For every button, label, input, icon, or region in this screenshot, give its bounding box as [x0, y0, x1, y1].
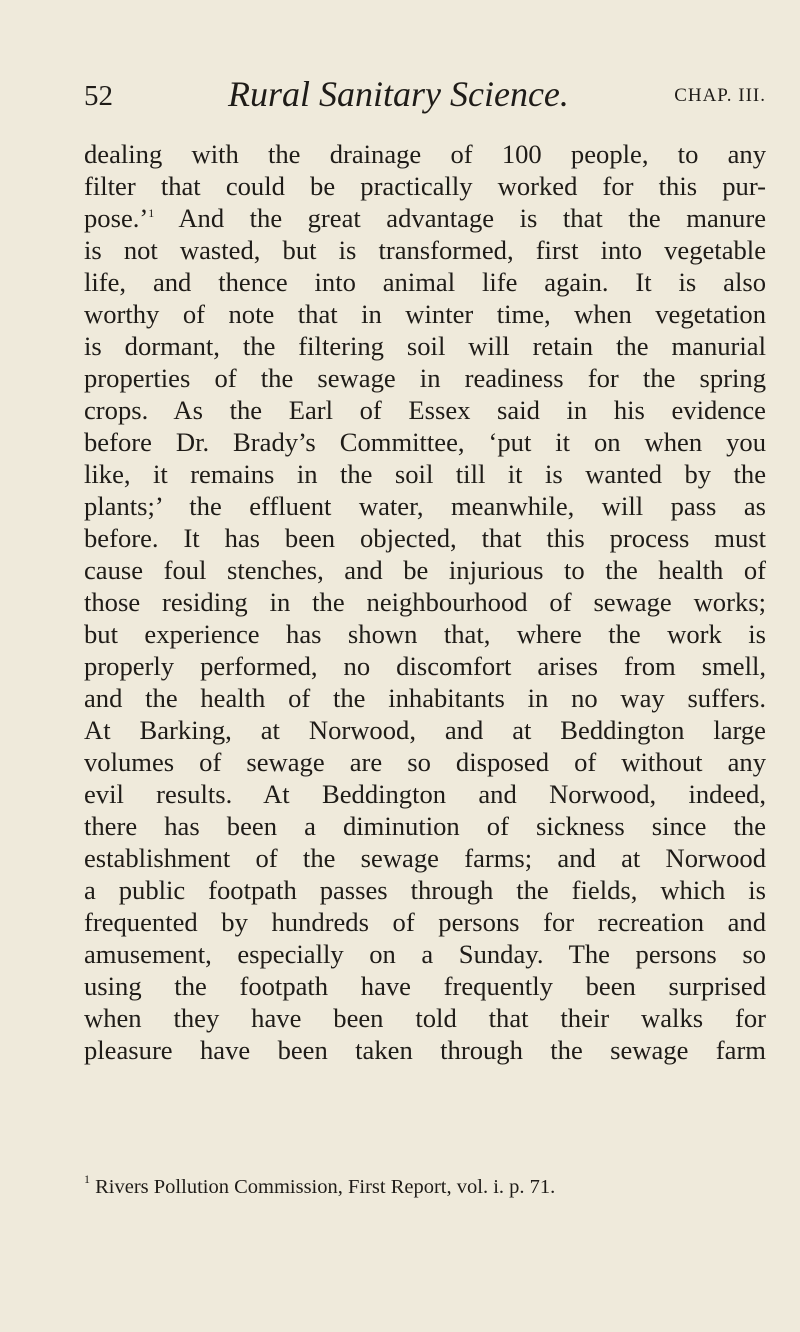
text-line: properties of the sewage in readiness for the spring: [84, 363, 766, 393]
text-line: there has been a diminution of sickness since the: [84, 811, 766, 841]
text-line: filter that could be practically worked for this pur-: [84, 171, 766, 201]
text-line: worthy of note that in winter time, when vegetation: [84, 299, 766, 329]
text-line: volumes of sewage are so disposed of without any: [84, 747, 766, 777]
text-line: before Dr. Brady’s Committee, ‘put it on when you: [84, 427, 766, 457]
text-line: a public footpath passes through the fields, which is: [84, 875, 766, 905]
text-line: using the footpath have frequently been surprised: [84, 971, 766, 1001]
text-line: but experience has shown that, where the work is: [84, 619, 766, 649]
text-line: is dormant, the filtering soil will retain the manurial: [84, 331, 766, 361]
text-line: and the health of the inhabitants in no way suffers.: [84, 683, 766, 713]
text-line: crops. As the Earl of Essex said in his evidence: [84, 395, 766, 425]
text-fragment: And the great advantage is that the manure: [154, 203, 766, 233]
footnote-reference: 1: [148, 206, 155, 220]
footnote-text: Rivers Pollution Commission, First Report, vol. i. p. 71.: [95, 1176, 556, 1198]
text-line: cause foul stenches, and be injurious to the health of: [84, 555, 766, 585]
text-line: establishment of the sewage farms; and at Norwood: [84, 843, 766, 873]
text-line: evil results. At Beddington and Norwood, indeed,: [84, 779, 766, 809]
chapter-reference: CHAP. III.: [674, 85, 766, 106]
text-line: frequented by hundreds of persons for recreation and: [84, 907, 766, 937]
text-line: is not wasted, but is transformed, first into vegetable: [84, 235, 766, 265]
text-line: At Barking, at Norwood, and at Beddington large: [84, 715, 766, 745]
text-line: plants;’ the effluent water, meanwhile, will pass as: [84, 491, 766, 521]
text-line: like, it remains in the soil till it is wanted by the: [84, 459, 766, 489]
text-line: those residing in the neighbourhood of sewage works;: [84, 587, 766, 617]
text-line-with-footnote-ref: [84, 202, 766, 234]
text-line: pleasure have been taken through the sewage farm: [84, 1035, 766, 1065]
page-number: 52: [84, 80, 113, 112]
footnote: [84, 1173, 766, 1201]
body-text: [84, 138, 766, 1066]
text-line: when they have been told that their walks for: [84, 1003, 766, 1033]
text-line: before. It has been objected, that this process must: [84, 523, 766, 553]
text-line: dealing with the drainage of 100 people, to any: [84, 139, 766, 169]
text-fragment: pose.’: [84, 203, 149, 233]
text-line: properly performed, no discomfort arises from smell,: [84, 651, 766, 681]
text-line: amusement, especially on a Sunday. The persons so: [84, 939, 766, 969]
running-title: Rural Sanitary Science.: [228, 74, 569, 114]
footnote-marker: 1: [84, 1172, 90, 1186]
running-head: [84, 74, 766, 118]
text-line: life, and thence into animal life again. It is also: [84, 267, 766, 297]
